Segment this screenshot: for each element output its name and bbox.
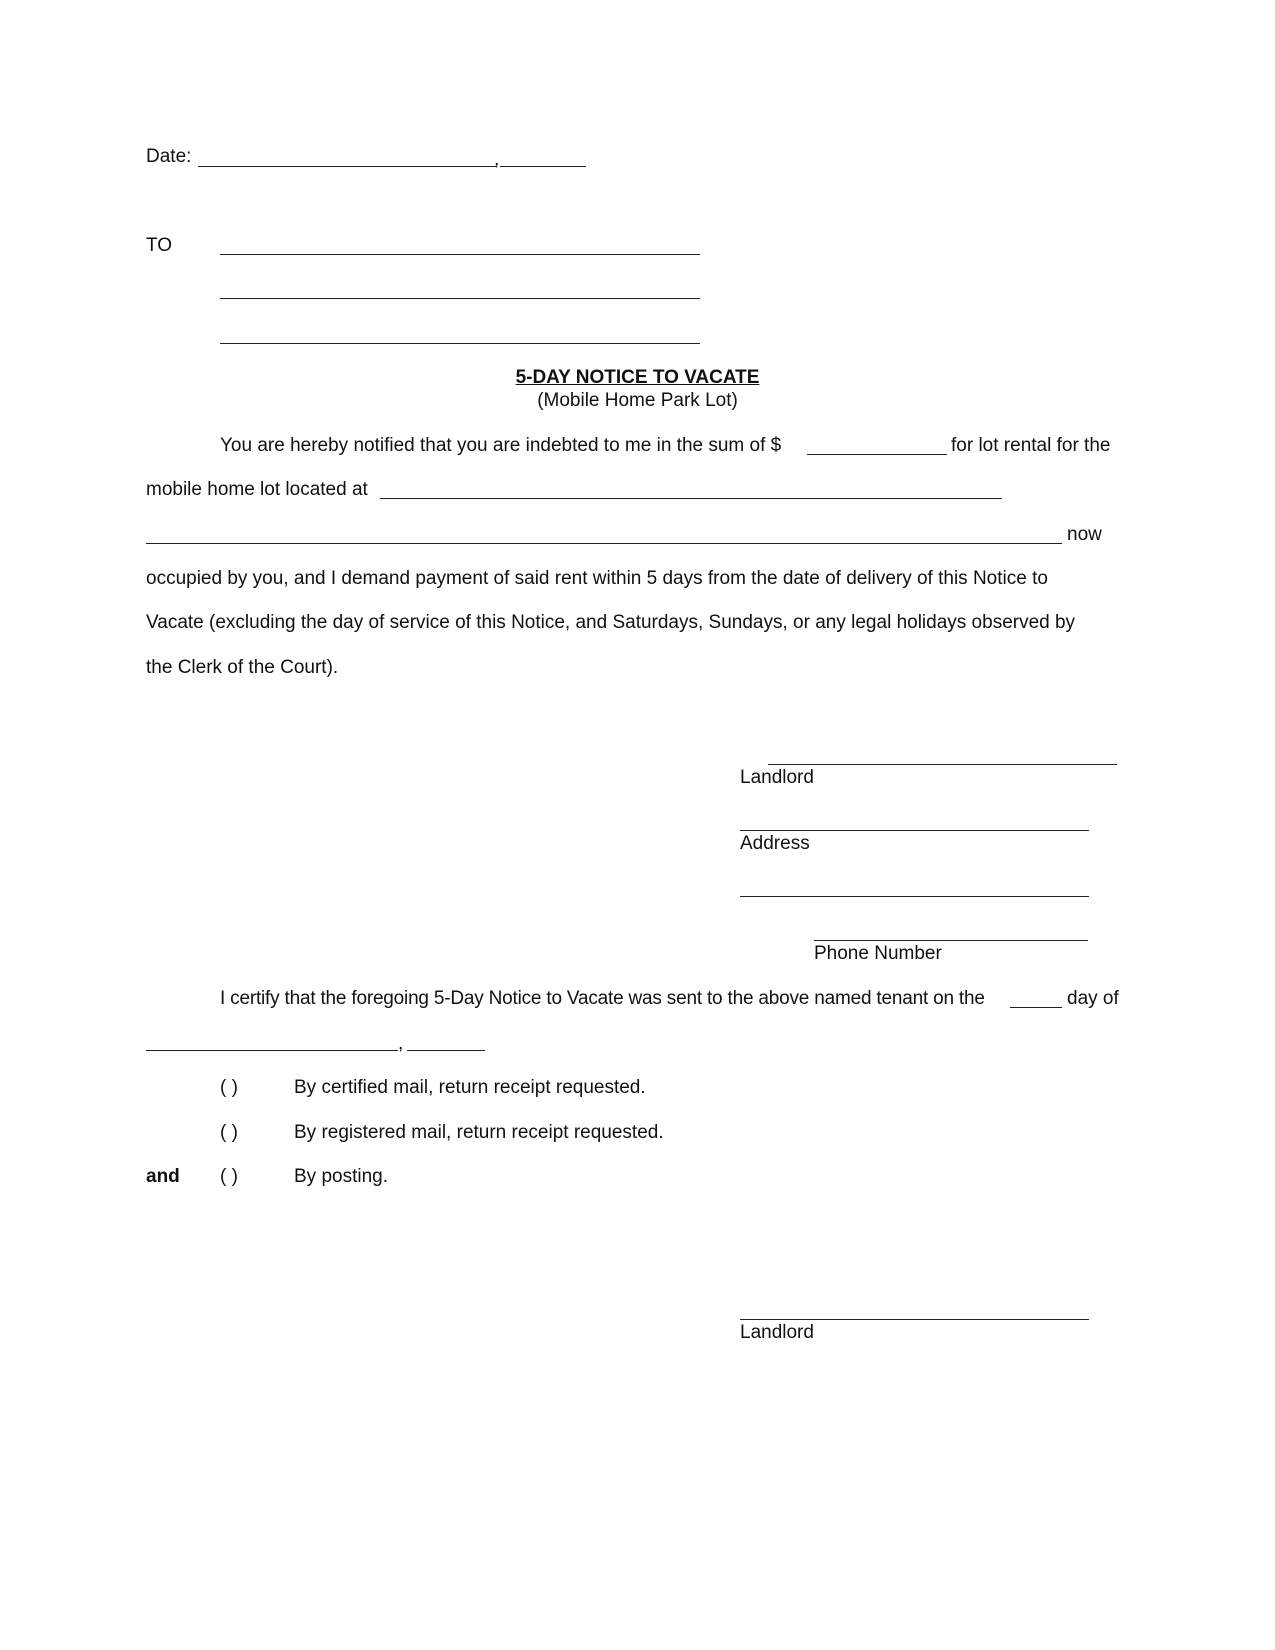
address-line-1[interactable]: [740, 830, 1089, 831]
to-label: TO: [146, 235, 173, 256]
address-line-2[interactable]: [740, 896, 1089, 897]
landlord-label: Landlord: [740, 767, 814, 788]
recipient-line-1[interactable]: [220, 254, 700, 255]
option-prefix-and: and: [146, 1166, 180, 1187]
para1-line6: the Clerk of the Court).: [146, 657, 339, 678]
certify-month-line[interactable]: [146, 1050, 398, 1051]
para1-line3-end: now: [1067, 524, 1102, 545]
phone-label: Phone Number: [814, 943, 942, 964]
recipient-line-3[interactable]: [220, 343, 700, 344]
lot-address-line-1[interactable]: [380, 498, 1002, 499]
lot-address-line-2[interactable]: [146, 543, 1062, 544]
certify-comma: ,: [398, 1033, 404, 1054]
final-landlord-signature-line[interactable]: [740, 1319, 1089, 1320]
landlord-signature-line[interactable]: [768, 764, 1117, 765]
option-text-certified: By certified mail, return receipt requested.: [294, 1077, 646, 1098]
option-checkbox-certified[interactable]: ( ): [220, 1077, 238, 1098]
date-label: Date:: [146, 146, 192, 167]
para1-line2-start: mobile home lot located at: [146, 479, 368, 500]
certify-line1-start: I certify that the foregoing 5-Day Notice to Vacate was sent to the above named tenant on the: [220, 988, 985, 1009]
option-text-posting: By posting.: [294, 1166, 388, 1187]
date-comma: ,: [494, 149, 500, 170]
recipient-line-2[interactable]: [220, 298, 700, 299]
date-field-line[interactable]: [198, 166, 496, 167]
certify-day-line[interactable]: [1010, 1007, 1062, 1008]
certify-year-line[interactable]: [407, 1050, 485, 1051]
option-checkbox-registered[interactable]: ( ): [220, 1122, 238, 1143]
para1-line1-end: for lot rental for the: [951, 435, 1111, 456]
para1-line5: Vacate (excluding the day of service of this Notice, and Saturdays, Sundays, or any legal holidays observed by: [146, 612, 1076, 633]
final-landlord-label: Landlord: [740, 1322, 814, 1343]
year-field-line[interactable]: [500, 166, 586, 167]
option-checkbox-posting[interactable]: ( ): [220, 1166, 238, 1187]
phone-line[interactable]: [814, 940, 1088, 941]
option-text-registered: By registered mail, return receipt requested.: [294, 1122, 664, 1143]
address-label: Address: [740, 833, 810, 854]
amount-field-line[interactable]: [807, 454, 947, 455]
certify-line1-end: day of: [1067, 988, 1119, 1009]
notice-title: 5-DAY NOTICE TO VACATE: [515, 367, 760, 388]
notice-subtitle: (Mobile Home Park Lot): [537, 390, 738, 411]
para1-line1-start: You are hereby notified that you are indebted to me in the sum of $: [220, 435, 782, 456]
para1-line4: occupied by you, and I demand payment of said rent within 5 days from the date of delivery of this Notice to: [146, 568, 1048, 589]
